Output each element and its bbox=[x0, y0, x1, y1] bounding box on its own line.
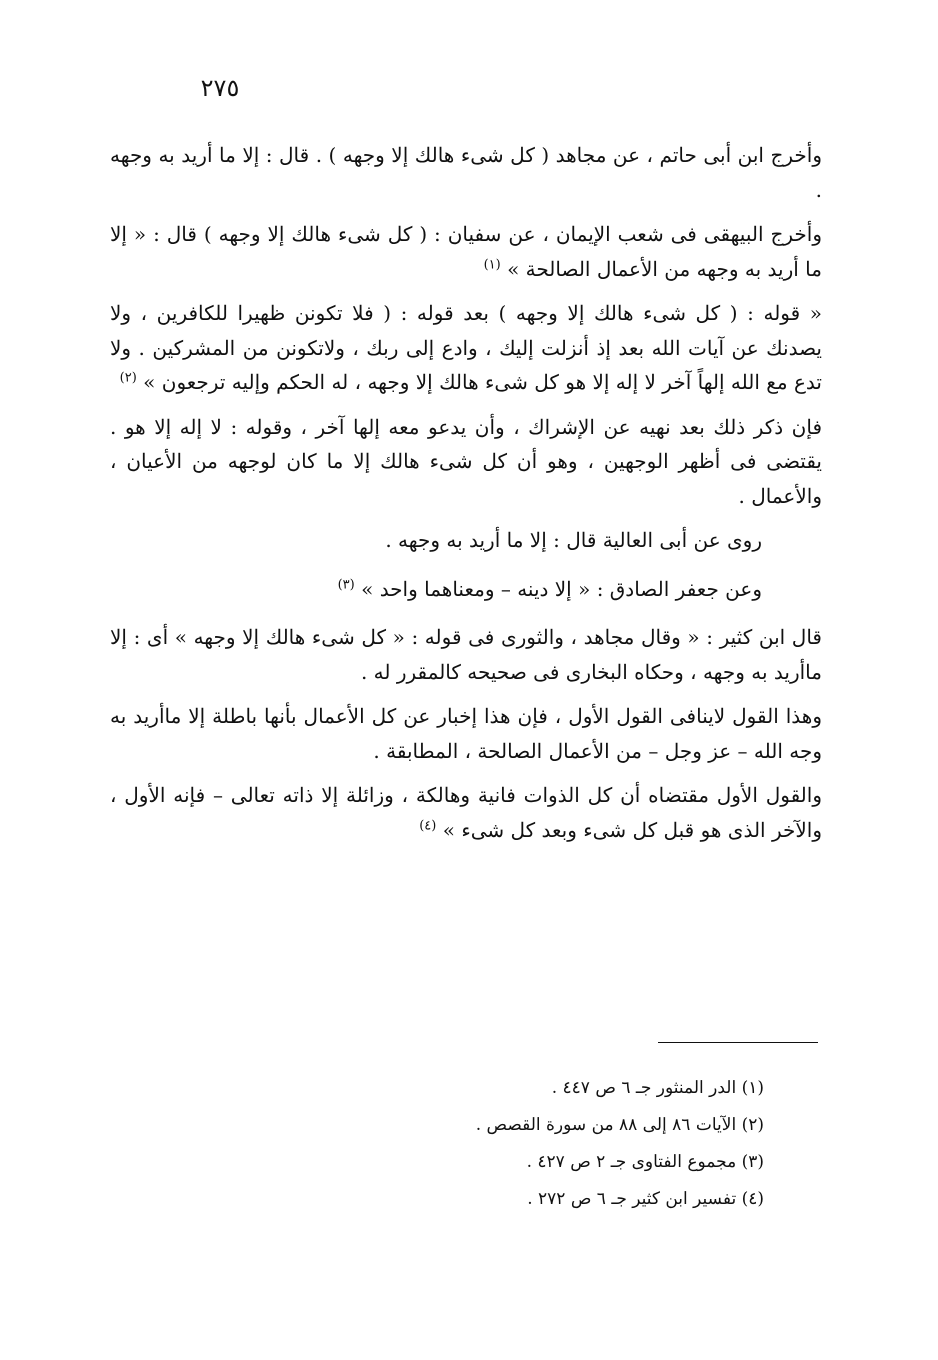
paragraph-text: « قوله : ( كل شىء هالك إلا وجهه ) بعد قوله : ( فلا تكونن ظهيرا للكافرين ، ولا يصدنك عن آيات الله بعد إذ أنزلت إليك ، وادع إلى ربك ، ولاتكونن من المشركين . ولا تدع مع الله إلهاً آخر لا إله إلا هو كل شىء هالك إلا وجهه ، له الحكم وإليه ترجعون » bbox=[110, 301, 822, 394]
paragraph-8 bbox=[110, 699, 822, 768]
paragraph-text: وأخرج ابن أبى حاتم ، عن مجاهد ( كل شىء هالك إلا وجهه ) . قال : إلا ما أريد به وجهه . bbox=[110, 143, 822, 202]
paragraph-text: فإن ذكر ذلك بعد نهيه عن الإشراك ، وأن يدعو معه إلها آخر ، وقوله : لا إله إلا هو . يقتضى فى أظهر الوجهين ، وهو أن كل شىء هالك إلا ما كان لوجهه من الأعيان ، والأعمال . bbox=[110, 414, 822, 508]
footnote-ref: (٣) bbox=[337, 576, 355, 592]
paragraph-5 bbox=[110, 523, 822, 558]
paragraph-4 bbox=[110, 410, 822, 514]
footnote-1: (١) الدر المنثور جـ ٦ ص ٤٤٧ . bbox=[551, 1078, 764, 1098]
footnote-ref: (٤) bbox=[419, 817, 437, 833]
paragraph-6 bbox=[110, 572, 822, 607]
paragraph-7 bbox=[110, 620, 822, 689]
page-number: ٢٧٥ bbox=[200, 74, 240, 102]
paragraph-text: وعن جعفر الصادق : « إلا دينه – ومعناهما واحد » bbox=[361, 576, 762, 601]
paragraph-2 bbox=[110, 217, 822, 286]
paragraph-text: والقول الأول مقتضاه أن كل الذوات فانية وهالكة ، وزائلة إلا ذاته تعالى – فإنه الأول ، والآخر الذى هو قبل كل شىء وبعد كل شىء » bbox=[110, 783, 822, 842]
paragraph-3 bbox=[110, 296, 822, 400]
paragraph-text: وهذا القول لاينافى القول الأول ، فإن هذا إخبار عن كل الأعمال بأنها باطلة إلا ماأريد به وجه الله – عز وجل – من الأعمال الصالحة ، المطابقة . bbox=[110, 704, 822, 763]
footnote-3: (٣) مجموع الفتاوى جـ ٢ ص ٤٢٧ . bbox=[526, 1152, 764, 1172]
footnotes bbox=[300, 1070, 764, 1218]
footnote-divider bbox=[658, 1042, 818, 1043]
footnote-ref: (١) bbox=[483, 256, 501, 272]
paragraph-text: قال ابن كثير : « وقال مجاهد ، والثورى فى قوله : « كل شىء هالك إلا وجهه » أى : إلا ماأريد به وجهه ، وحكاه البخارى فى صحيحه كالمقرر له . bbox=[110, 625, 822, 684]
paragraph-text: وأخرج البيهقى فى شعب الإيمان ، عن سفيان : ( كل شىء هالك إلا وجهه ) قال : « إلا ما أريد به وجهه من الأعمال الصالحة » bbox=[110, 222, 822, 281]
footnote-ref: (٢) bbox=[119, 370, 137, 386]
paragraph-9 bbox=[110, 778, 822, 847]
footnote-2: (٢) الآيات ٨٦ إلى ٨٨ من سورة القصص . bbox=[475, 1115, 764, 1135]
footnote-4: (٤) تفسير ابن كثير جـ ٦ ص ٢٧٢ . bbox=[527, 1189, 764, 1209]
body-text bbox=[110, 138, 822, 857]
paragraph-1 bbox=[110, 138, 822, 207]
paragraph-text: روى عن أبى العالية قال : إلا ما أريد به وجهه . bbox=[385, 528, 762, 552]
